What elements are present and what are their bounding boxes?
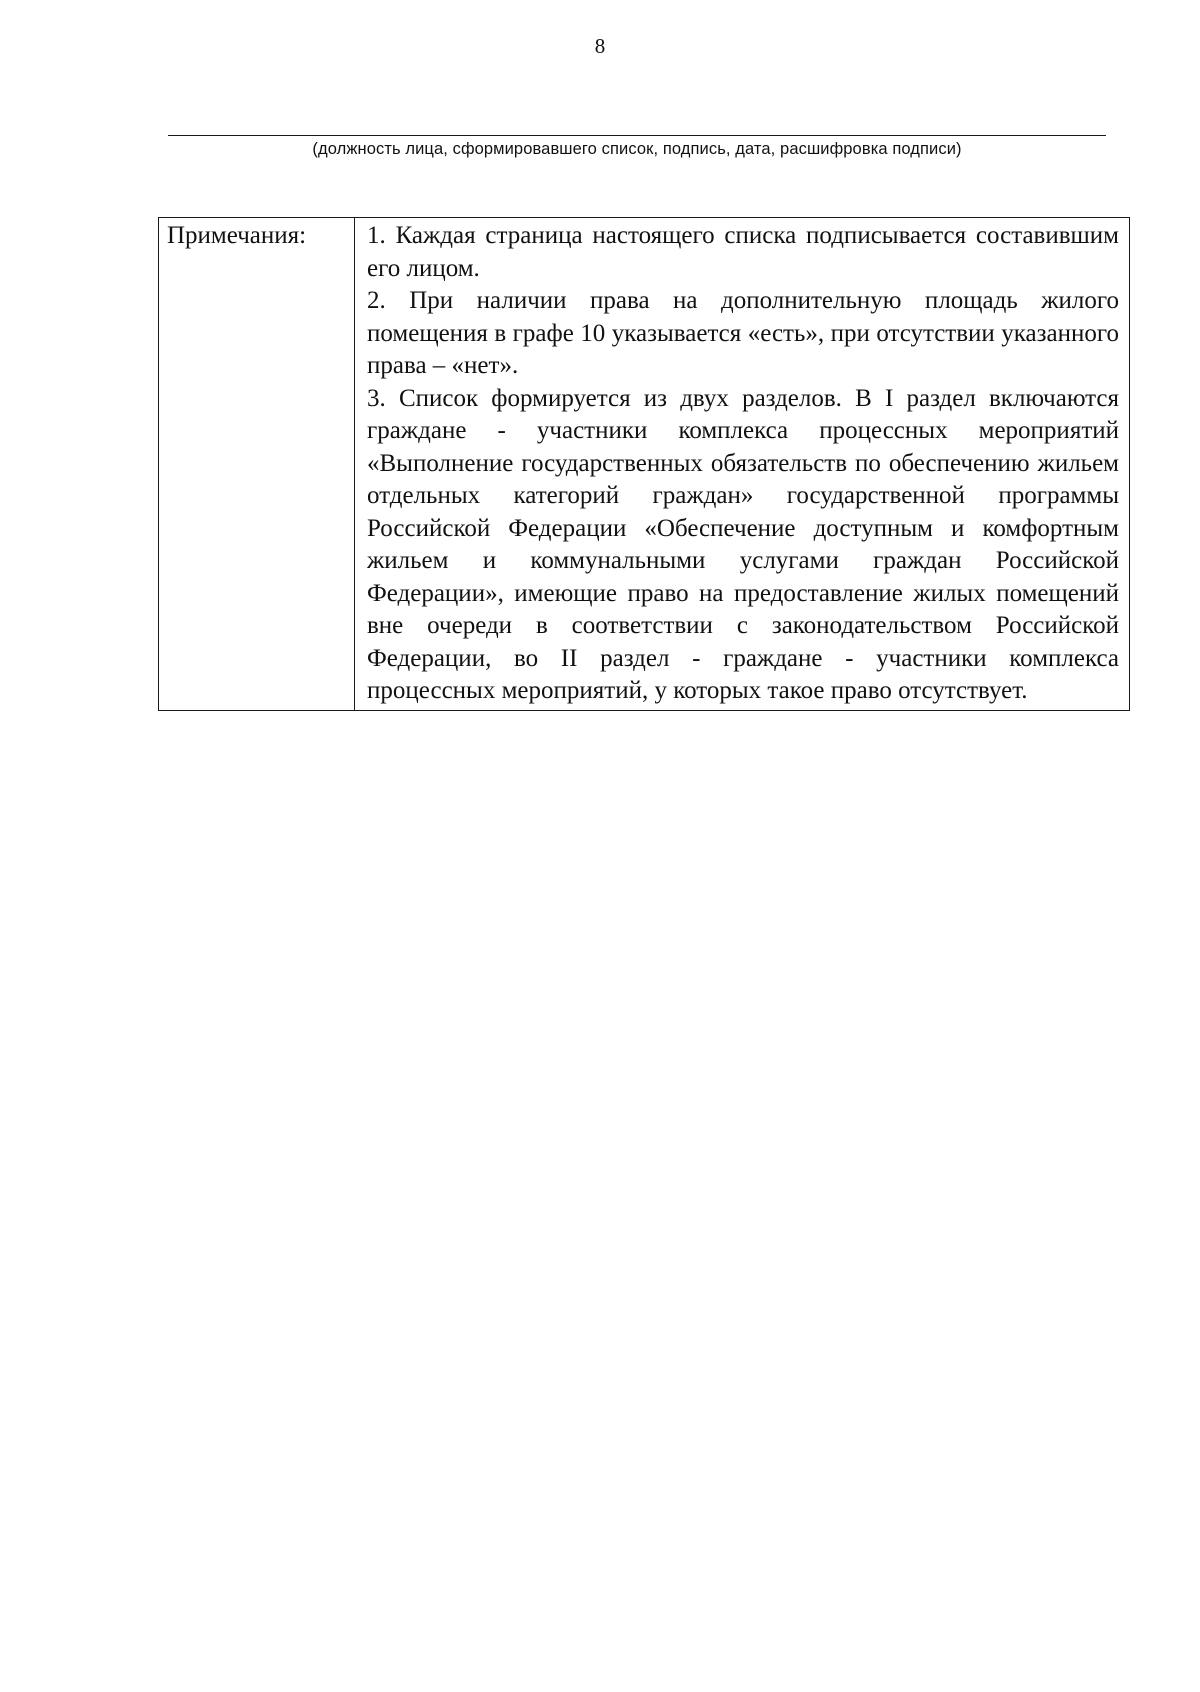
notes-content-cell xyxy=(355,218,1130,711)
signature-caption: (должность лица, сформировавшего список, подпись, дата, расшифровка подписи) xyxy=(312,140,962,158)
page-number: 8 xyxy=(594,34,606,58)
notes-label: Примечания: xyxy=(167,222,307,249)
note-item-2: 2. При наличии права на дополнительную площадь жилого помещения в графе 10 указывается «есть», при отсутствии указанного права – «нет». xyxy=(367,287,1119,379)
note-item-1: 1. Каждая страница настоящего списка подписывается составившим его лицом. xyxy=(367,222,1119,282)
notes-table xyxy=(158,217,1130,711)
signature-line xyxy=(168,135,1106,136)
notes-row xyxy=(159,218,1130,711)
notes-label-cell xyxy=(159,218,355,711)
note-item-3: 3. Список формируется из двух разделов. В I раздел включаются граждане - участники комплекса процессных мероприятий «Выполнение государственных обязательств по обеспечению жильем отдельных категорий граждан» государственной программы Российской Федерации «Обеспечение доступным и комфортным жильем и коммунальными услугами граждан Российской Федерации», имеющие право на предоставление жилых помещений вне очереди в соответствии с законодательством Российской Федерации, во II раздел - граждане - участники комплекса процессных мероприятий, у которых такое право отсутствует. xyxy=(367,384,1119,704)
